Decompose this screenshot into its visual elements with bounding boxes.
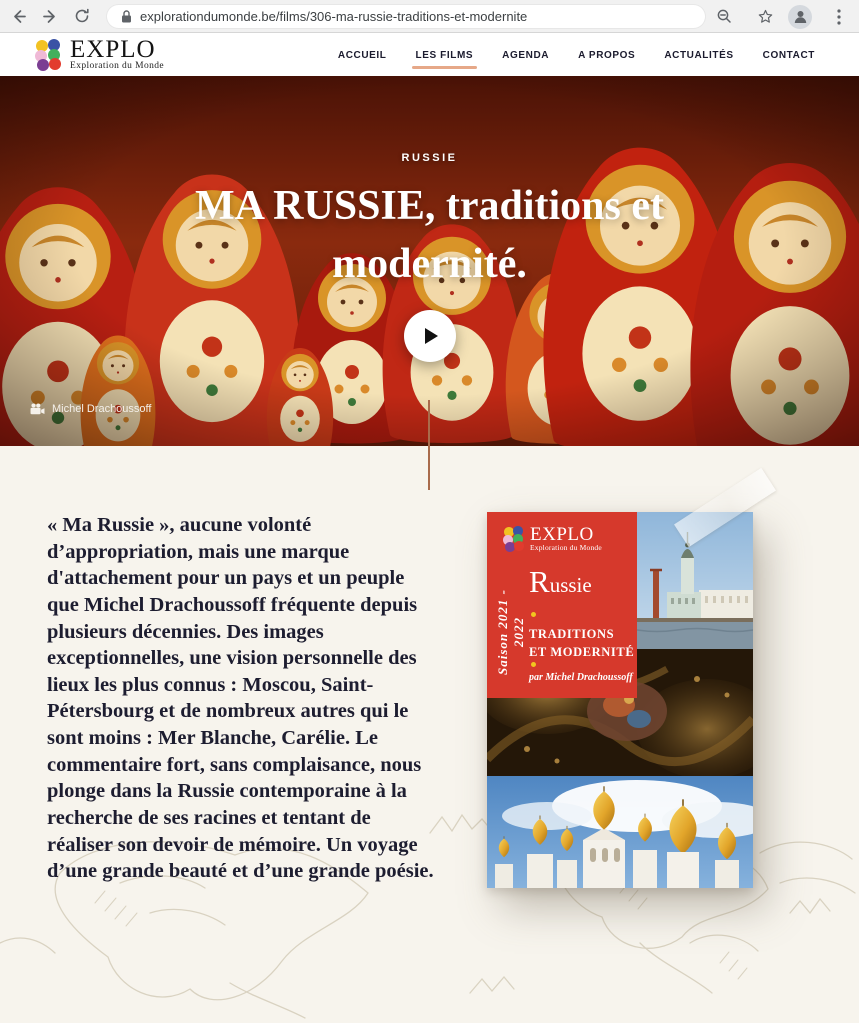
nav-item-accueil[interactable]: ACCUEIL <box>337 49 387 61</box>
reload-button[interactable] <box>68 2 96 30</box>
nav-item-contact[interactable]: CONTACT <box>762 49 815 61</box>
person-icon <box>793 9 808 24</box>
browser-menu-button[interactable] <box>825 3 853 31</box>
site-header <box>0 34 859 76</box>
poster-subtitle: TRADITIONS ET MODERNITÉ <box>529 627 635 660</box>
poster-logo <box>503 526 602 552</box>
poster-logo-title: EXPLO <box>530 524 594 545</box>
zoom-out-icon <box>716 8 733 25</box>
film-poster[interactable] <box>487 512 753 888</box>
nav-item-les-films[interactable]: LES FILMS <box>415 49 474 61</box>
video-camera-icon <box>30 403 45 415</box>
poster-title: Russie <box>529 564 592 599</box>
poster-logo-icon <box>503 526 525 552</box>
address-bar[interactable] <box>107 5 705 28</box>
play-icon <box>425 328 438 344</box>
poster-red-panel <box>487 512 637 698</box>
nav-item-agenda[interactable]: AGENDA <box>502 49 550 61</box>
url-text: explorationdumonde.be/films/306-ma-russie-traditions-et-modernite <box>140 9 528 24</box>
content-section <box>0 446 859 1023</box>
category-label: RUSSIE <box>401 152 458 164</box>
three-dots-icon <box>837 9 841 25</box>
poster-logo-subtitle: Exploration du Monde <box>530 543 602 552</box>
vertical-divider-line <box>428 400 430 490</box>
poster-photo-golden-domes <box>487 776 753 888</box>
back-arrow-icon <box>10 8 27 25</box>
photo-credit-text: Michel Drachoussoff <box>52 403 152 415</box>
film-description: « Ma Russie », aucune volonté d’appropriation, mais une marque d'attachement pour un pays et un peuple que Michel Drachoussoff fréquente depuis plusieurs décennies. Des images exceptionnelles, une vision personnelle des lieux les plus connus : Moscou, Saint-Pétersbourg et de nombreux autres qui le sont moins : Mer Blanche, Carélie. Le commentaire fort, sans complaisance, nous plonge dans la Russie contemporaine à la recherche de ses racines et tentant de réaliser son devoir de mémoire. Un voyage d’une grande beauté et d’une grande poésie. <box>47 514 434 883</box>
poster-bullet-dot <box>531 662 536 667</box>
poster-bullet-dot <box>531 612 536 617</box>
forward-arrow-icon <box>42 8 59 25</box>
photo-credit <box>30 403 151 415</box>
star-icon <box>757 8 774 25</box>
back-button[interactable] <box>4 2 32 30</box>
main-nav <box>338 34 815 76</box>
forward-button[interactable] <box>36 2 64 30</box>
page-title: MA RUSSIE, traditions et modernité. <box>194 183 665 287</box>
logo-title: EXPLO <box>70 36 156 63</box>
zoom-button[interactable] <box>710 3 738 31</box>
profile-avatar[interactable] <box>788 5 812 29</box>
hero-section <box>0 76 859 446</box>
bookmark-button[interactable] <box>751 3 779 31</box>
nav-item-a-propos[interactable]: A PROPOS <box>578 49 636 61</box>
reload-icon <box>74 8 90 24</box>
nav-item-actualites[interactable]: ACTUALITÉS <box>664 49 734 61</box>
logo-subtitle: Exploration du Monde <box>70 61 165 71</box>
poster-season: Saison 2021 - 2022 <box>495 589 526 675</box>
poster-author: par Michel Drachoussoff <box>529 672 633 683</box>
explo-logo-icon <box>35 39 63 71</box>
play-button[interactable] <box>404 310 456 362</box>
site-logo[interactable] <box>35 36 165 71</box>
browser-toolbar <box>0 0 859 33</box>
lock-icon <box>121 10 132 23</box>
